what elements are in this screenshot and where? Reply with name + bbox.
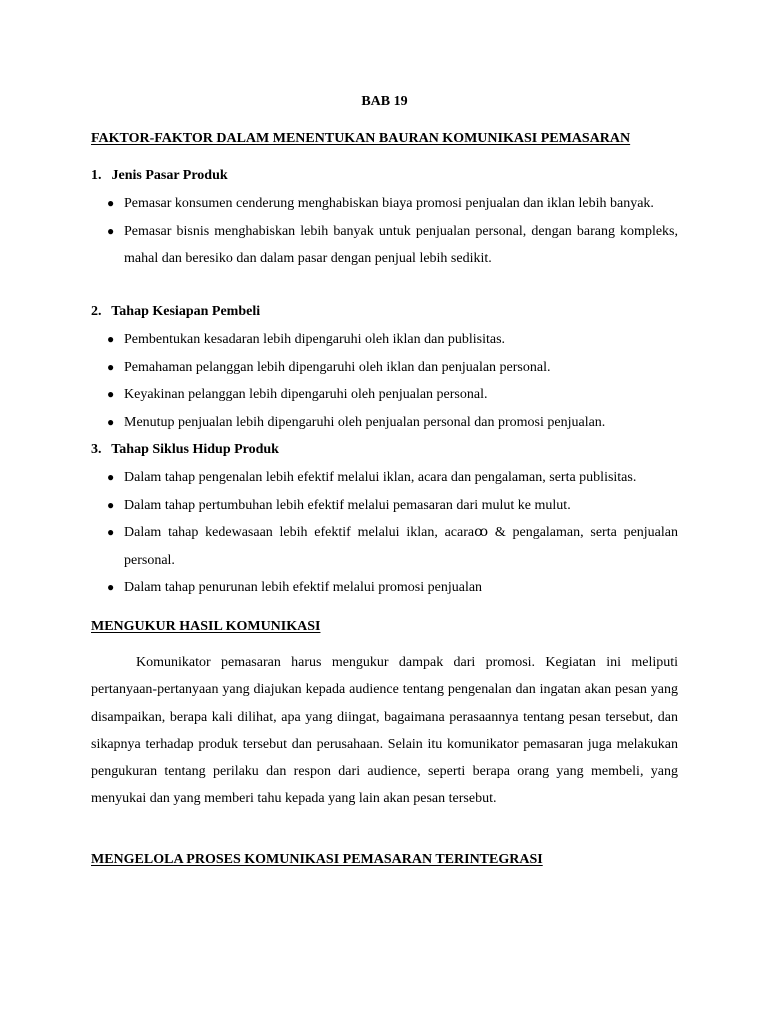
section-number: 1.	[91, 168, 102, 183]
section-3-list	[91, 464, 678, 602]
bullet-icon: ●	[107, 387, 115, 401]
list-item	[91, 354, 678, 382]
list-item	[91, 574, 678, 602]
list-item-text: Pembentukan kesadaran lebih dipengaruhi oleh iklan dan publisitas.	[124, 332, 506, 347]
list-item	[91, 409, 678, 437]
list-item	[91, 464, 678, 492]
section-number: 3.	[91, 442, 102, 457]
section-title-text: Jenis Pasar Produk	[111, 168, 228, 183]
bullet-icon: ●	[107, 332, 115, 346]
list-item	[91, 381, 678, 409]
section-title-text: Tahap Kesiapan Pembeli	[111, 304, 261, 319]
list-item-text: Pemasar bisnis menghabiskan lebih banyak untuk penjualan personal, dengan barang kompleks, mahal dan beresiko dan dalam pasar dengan penjual lebih sedikit.	[124, 223, 678, 266]
bullet-icon: ●	[107, 414, 115, 429]
section-3-title	[91, 441, 279, 459]
list-item-text: Keyakinan pelanggan lebih dipengaruhi oleh penjualan personal.	[124, 387, 488, 402]
manage-heading: MENGELOLA PROSES KOMUNIKASI PEMASARAN TERINTEGRASI	[91, 852, 543, 867]
bullet-icon: ●	[107, 196, 115, 210]
bullet-icon: ●	[107, 470, 115, 484]
section-1-list	[91, 190, 678, 273]
list-item	[91, 218, 678, 273]
bullet-icon: ●	[107, 525, 115, 539]
section-1-title	[91, 167, 228, 185]
bullet-icon: ●	[107, 580, 115, 594]
section-title-text: Tahap Siklus Hidup Produk	[111, 442, 279, 457]
list-item-text: Dalam tahap penurunan lebih efektif melalui promosi penjualan	[124, 580, 483, 595]
section-2-title	[91, 303, 260, 321]
section-2-list	[91, 326, 678, 436]
measure-paragraph: Komunikator pemasaran harus mengukur dampak dari promosi. Kegiatan ini meliputi pertanyaan-pertanyaan yang diajukan kepada audience tentang pengenalan dan ingatan akan pesan yang disampaikan, berapa kali dilihat, apa yang diingat, bagaimana perasaannya tentang pesan tersebut, dan sikapnya terhadap produk tersebut dan perusahaan. Selain itu komunikator pemasaran juga melakukan pengukuran tentang perilaku dan respon dari audience, seperti berapa orang yang membeli, yang menyukai dan yang memberi tahu kepada yang lain akan pesan tersebut.	[91, 655, 678, 807]
list-item-text: Dalam tahap kedewasaan lebih efektif melalui iklan, acaraꝏ & pengalaman, serta penjualan personal.	[124, 525, 678, 568]
list-item	[91, 326, 678, 354]
list-item	[91, 190, 678, 218]
chapter-title: BAB 19	[361, 94, 408, 109]
list-item-text: Pemasar konsumen cenderung menghabiskan biaya promosi penjualan dan iklan lebih banyak.	[124, 196, 654, 211]
list-item	[91, 519, 678, 574]
section-number: 2.	[91, 304, 102, 319]
bullet-icon: ●	[107, 497, 115, 512]
list-item-text: Menutup penjualan lebih dipengaruhi oleh penjualan personal dan promosi penjualan.	[124, 414, 606, 430]
list-item-text: Pemahaman pelanggan lebih dipengaruhi oleh iklan dan penjualan personal.	[124, 359, 551, 375]
bullet-icon: ●	[107, 359, 115, 374]
list-item-text: Dalam tahap pertumbuhan lebih efektif melalui pemasaran dari mulut ke mulut.	[124, 497, 571, 513]
list-item	[91, 492, 678, 520]
measure-heading: MENGUKUR HASIL KOMUNIKASI	[91, 619, 321, 634]
bullet-icon: ●	[107, 223, 115, 238]
main-heading: FAKTOR-FAKTOR DALAM MENENTUKAN BAURAN KOMUNIKASI PEMASARAN	[91, 131, 631, 146]
list-item-text: Dalam tahap pengenalan lebih efektif melalui iklan, acara dan pengalaman, serta publisitas.	[124, 470, 637, 485]
